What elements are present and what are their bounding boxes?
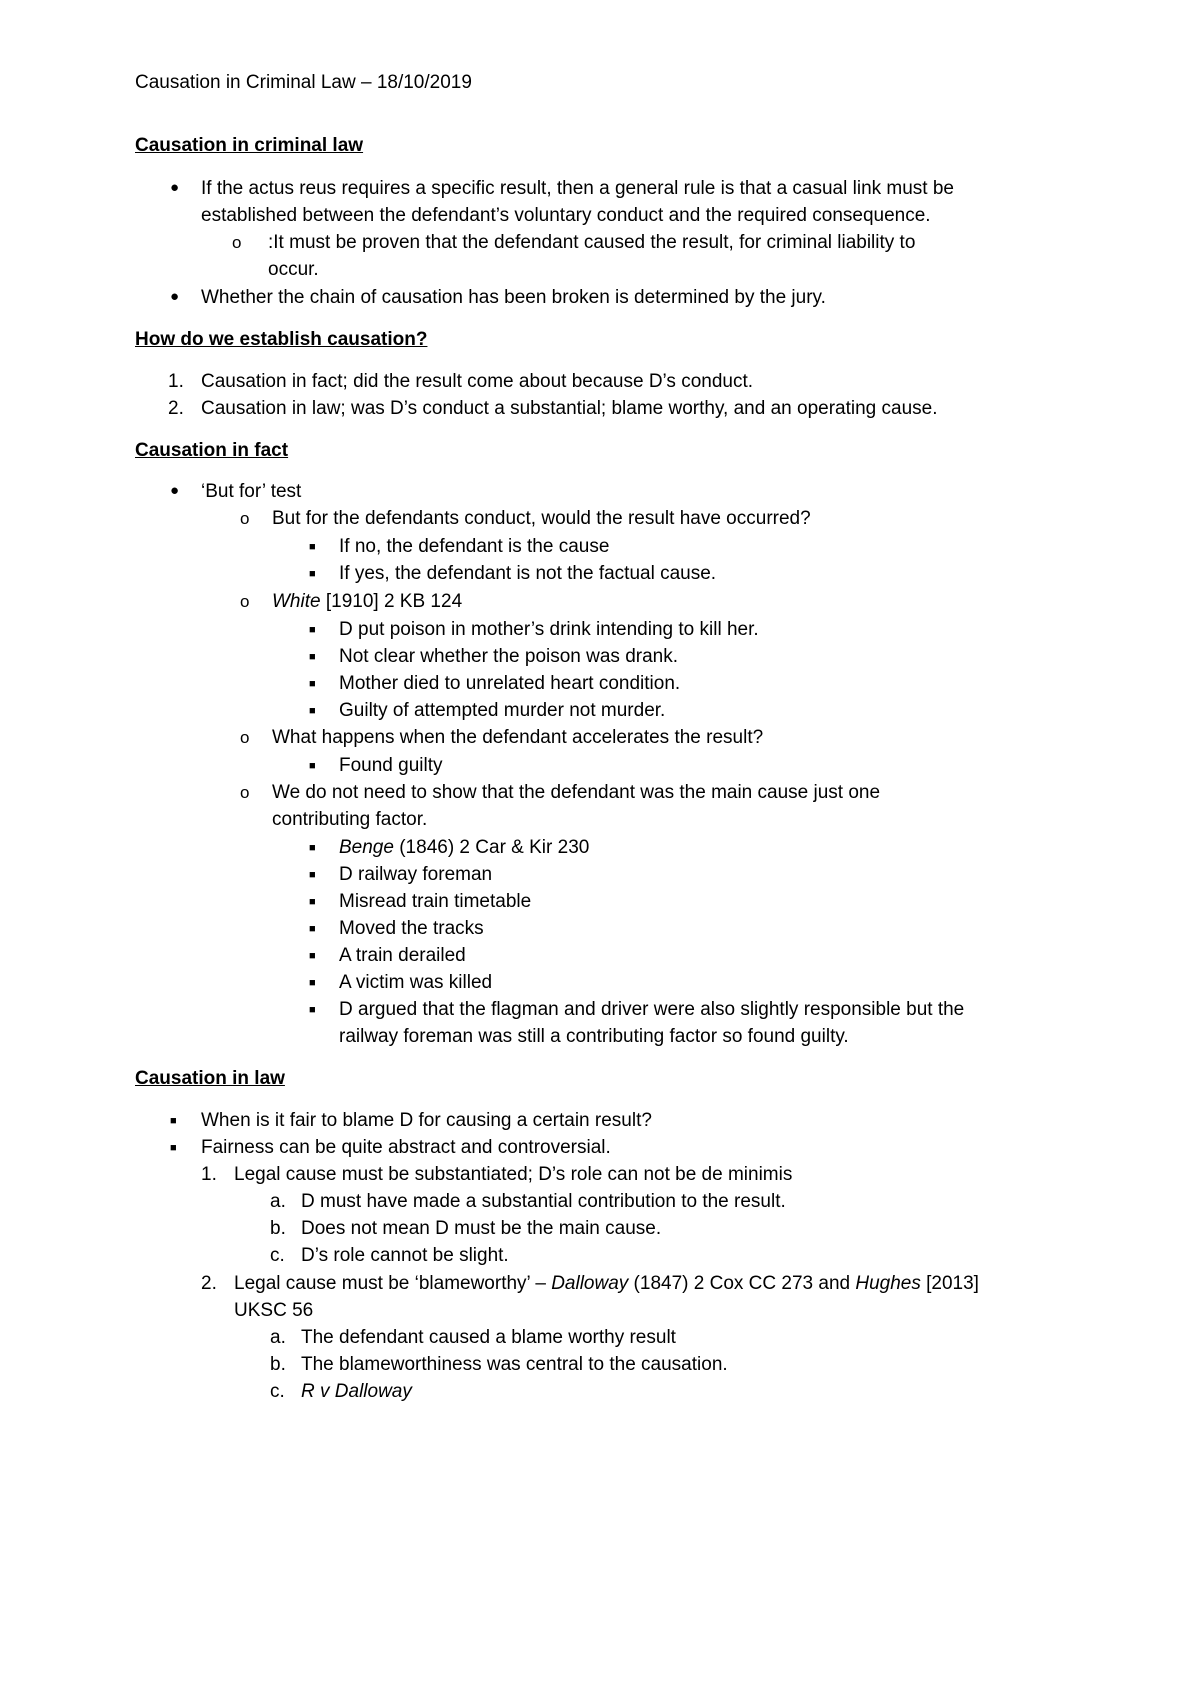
heading-causation-in-criminal-law: Causation in criminal law bbox=[135, 135, 364, 156]
circle-marker: o bbox=[232, 233, 242, 252]
number-marker: 2. bbox=[168, 398, 184, 419]
list-item-case-benge bbox=[339, 835, 589, 861]
list-item: A train derailed bbox=[339, 945, 466, 966]
list-item: Moved the tracks bbox=[339, 918, 484, 939]
list-item: D argued that the flagman and driver were also slightly responsible but the bbox=[339, 999, 965, 1020]
list-item: D railway foreman bbox=[339, 864, 493, 885]
bullet-marker: ● bbox=[170, 179, 180, 196]
list-item: If the actus reus requires a specific result, then a general rule is that a casual link must be bbox=[201, 178, 954, 199]
square-marker: ■ bbox=[309, 705, 316, 717]
case-name: Dalloway bbox=[551, 1273, 629, 1294]
letter-marker: c. bbox=[270, 1381, 285, 1402]
list-item: Not clear whether the poison was drank. bbox=[339, 646, 679, 667]
square-marker: ■ bbox=[170, 1115, 177, 1127]
list-item-cont: UKSC 56 bbox=[234, 1300, 314, 1321]
square-marker: ■ bbox=[309, 977, 316, 989]
list-item: Misread train timetable bbox=[339, 891, 532, 912]
heading-causation-in-law: Causation in law bbox=[135, 1068, 285, 1089]
square-marker: ■ bbox=[309, 624, 316, 636]
list-item: Mother died to unrelated heart condition. bbox=[339, 673, 681, 694]
circle-marker: o bbox=[240, 592, 250, 611]
number-marker: 2. bbox=[201, 1273, 217, 1294]
number-marker: 1. bbox=[168, 371, 184, 392]
list-item: Does not mean D must be the main cause. bbox=[301, 1218, 662, 1239]
square-marker: ■ bbox=[170, 1142, 177, 1154]
square-marker: ■ bbox=[309, 896, 316, 908]
circle-marker: o bbox=[240, 728, 250, 747]
square-marker: ■ bbox=[309, 760, 316, 772]
list-item: :It must be proven that the defendant caused the result, for criminal liability to bbox=[268, 232, 916, 253]
circle-marker: o bbox=[240, 509, 250, 528]
heading-causation-in-fact: Causation in fact bbox=[135, 440, 289, 461]
letter-marker: b. bbox=[270, 1354, 286, 1375]
square-marker: ■ bbox=[309, 1004, 316, 1016]
letter-marker: a. bbox=[270, 1327, 286, 1348]
list-item: When is it fair to blame D for causing a certain result? bbox=[201, 1110, 652, 1131]
citation: (1847) 2 Cox CC 273 and bbox=[628, 1273, 856, 1294]
number-marker: 1. bbox=[201, 1164, 217, 1185]
letter-marker: c. bbox=[270, 1245, 285, 1266]
square-marker: ■ bbox=[309, 950, 316, 962]
list-item: ‘But for’ test bbox=[201, 481, 302, 502]
list-item-cont: contributing factor. bbox=[272, 809, 428, 830]
list-item: Causation in fact; did the result come about because D’s conduct. bbox=[201, 371, 754, 392]
square-marker: ■ bbox=[309, 923, 316, 935]
list-item: The blameworthiness was central to the causation. bbox=[301, 1354, 728, 1375]
square-marker: ■ bbox=[309, 842, 316, 854]
list-item: A victim was killed bbox=[339, 972, 493, 993]
list-item: Guilty of attempted murder not murder. bbox=[339, 700, 666, 721]
list-item: If no, the defendant is the cause bbox=[339, 536, 610, 557]
letter-marker: b. bbox=[270, 1218, 286, 1239]
list-item: What happens when the defendant accelerates the result? bbox=[272, 727, 764, 748]
citation: (1846) 2 Car & Kir 230 bbox=[393, 837, 590, 858]
circle-marker: o bbox=[240, 783, 250, 802]
list-item: But for the defendants conduct, would the result have occurred? bbox=[272, 508, 811, 529]
list-item: We do not need to show that the defendant was the main cause just one bbox=[272, 782, 881, 803]
case-name: Hughes bbox=[855, 1273, 921, 1294]
list-item: Legal cause must be substantiated; D’s role can not be de minimis bbox=[234, 1164, 793, 1185]
list-item: Found guilty bbox=[339, 755, 443, 776]
letter-marker: a. bbox=[270, 1191, 286, 1212]
list-item bbox=[301, 1379, 412, 1405]
bullet-marker: ● bbox=[170, 288, 180, 305]
square-marker: ■ bbox=[309, 651, 316, 663]
list-item: Fairness can be quite abstract and controversial. bbox=[201, 1137, 611, 1158]
citation: [1910] 2 KB 124 bbox=[320, 591, 463, 612]
case-name: R v Dalloway bbox=[301, 1381, 412, 1402]
list-item: Whether the chain of causation has been broken is determined by the jury. bbox=[201, 287, 826, 308]
list-item-blameworthy bbox=[234, 1271, 979, 1297]
list-item-cont: established between the defendant’s voluntary conduct and the required consequence. bbox=[201, 205, 931, 226]
square-marker: ■ bbox=[309, 869, 316, 881]
list-item: Causation in law; was D’s conduct a substantial; blame worthy, and an operating cause. bbox=[201, 398, 938, 419]
heading-how-do-we-establish-causation: How do we establish causation? bbox=[135, 329, 428, 350]
case-name: White bbox=[272, 591, 321, 612]
list-item-cont: railway foreman was still a contributing factor so found guilty. bbox=[339, 1026, 849, 1047]
list-item-cont: occur. bbox=[268, 259, 319, 280]
list-item: The defendant caused a blame worthy result bbox=[301, 1327, 676, 1348]
list-item: If yes, the defendant is not the factual cause. bbox=[339, 563, 717, 584]
text-run: Legal cause must be ‘blameworthy’ – bbox=[234, 1273, 552, 1294]
square-marker: ■ bbox=[309, 541, 316, 553]
case-name: Benge bbox=[339, 837, 394, 858]
bullet-marker: ● bbox=[170, 482, 180, 499]
list-item: D’s role cannot be slight. bbox=[301, 1245, 509, 1266]
page-header: Causation in Criminal Law – 18/10/2019 bbox=[135, 72, 472, 93]
citation: [2013] bbox=[920, 1273, 979, 1294]
list-item-case-white bbox=[272, 589, 462, 615]
list-item: D must have made a substantial contribution to the result. bbox=[301, 1191, 786, 1212]
square-marker: ■ bbox=[309, 678, 316, 690]
square-marker: ■ bbox=[309, 568, 316, 580]
list-item: D put poison in mother’s drink intending to kill her. bbox=[339, 619, 759, 640]
